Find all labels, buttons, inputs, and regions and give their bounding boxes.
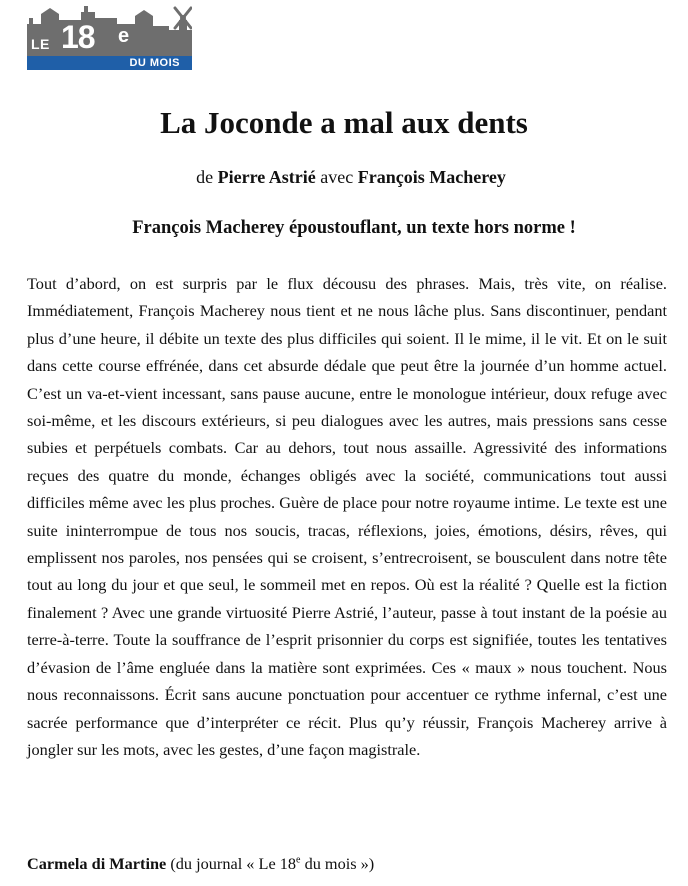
logo-tagline: DU MOIS	[129, 57, 180, 69]
article-title: La Joconde a mal aux dents	[160, 105, 528, 140]
article-byline	[0, 166, 688, 188]
article-signature	[27, 853, 667, 875]
logo-le: LE	[31, 36, 50, 52]
newspaper-logo	[27, 6, 192, 70]
byline-performer: François Macherey	[357, 167, 506, 187]
signature-name: Carmela di Martine	[27, 854, 167, 873]
paris-skyline-icon	[27, 6, 192, 56]
byline-middle: avec	[320, 167, 354, 187]
byline-author: Pierre Astrié	[217, 167, 316, 187]
signature-source-before: (du journal « Le 18	[170, 854, 297, 873]
logo-number: 18	[61, 19, 95, 55]
logo-superscript: e	[118, 25, 130, 47]
signature-source-sup: e	[296, 854, 301, 866]
byline-prefix: de	[196, 167, 214, 187]
article-subtitle: François Macherey époustouflant, un texte hors norme !	[132, 218, 576, 238]
signature-source-after: du mois »)	[300, 854, 375, 873]
article-body: Tout d’abord, on est surpris par le flux décousu des phrases. Mais, très vite, on réalise. Immédiatement, François Macherey nous tient et ne nous lâche plus. Sans discontinuer, pendant plus d’une heure, il débite un texte des plus difficiles qui soient. Il le mime, il le vit. Et on le suit dans cette course effrénée, dans cet absurde dédale que peut être la journée d’un homme actuel. C’est un va-et-vient incessant, sans pause aucune, entre le monologue intérieur, doux refuge avec soi-même, et les discours extérieurs, si peu dialogues avec les autres, mais pressions sans cesse subies et perpétuels combats. Car au dehors, tout nous assaille. Agressivité des informations reçues des quatre du monde, échanges obligés avec la société, communications tout aussi difficiles même avec les plus proches. Guère de place pour notre royaume intime. Le texte est une suite ininterrompue de tous nos soucis, tracas, réflexions, joies, émotions, désirs, rêves, qui emplissent nos paroles, nos pensées qui se croisent, s’entrecroisent, se bousculent dans notre tête tout au long du jour et que seul, le sommeil met en repos. Où est la réalité ? Quelle est la fiction finalement ? Avec une grande virtuosité Pierre Astrié, l’auteur, passe à tout instant de la poésie au terre-à-terre. Toute la souffrance de l’esprit prisonnier du corps est signifiée, toutes les tentatives d’évasion de l’âme engluée dans la matière sont exprimées. Ces « maux » nous touchent. Nous nous reconnaissons. Écrit sans aucune ponctuation pour accentuer ce rythme infernal, c’est une sacrée performance que d’interpréter ce récit. Plus qu’y réussir, François Macherey arrive à jongler sur les mots, avec les gestes, d’une façon magistrale.	[27, 274, 667, 759]
